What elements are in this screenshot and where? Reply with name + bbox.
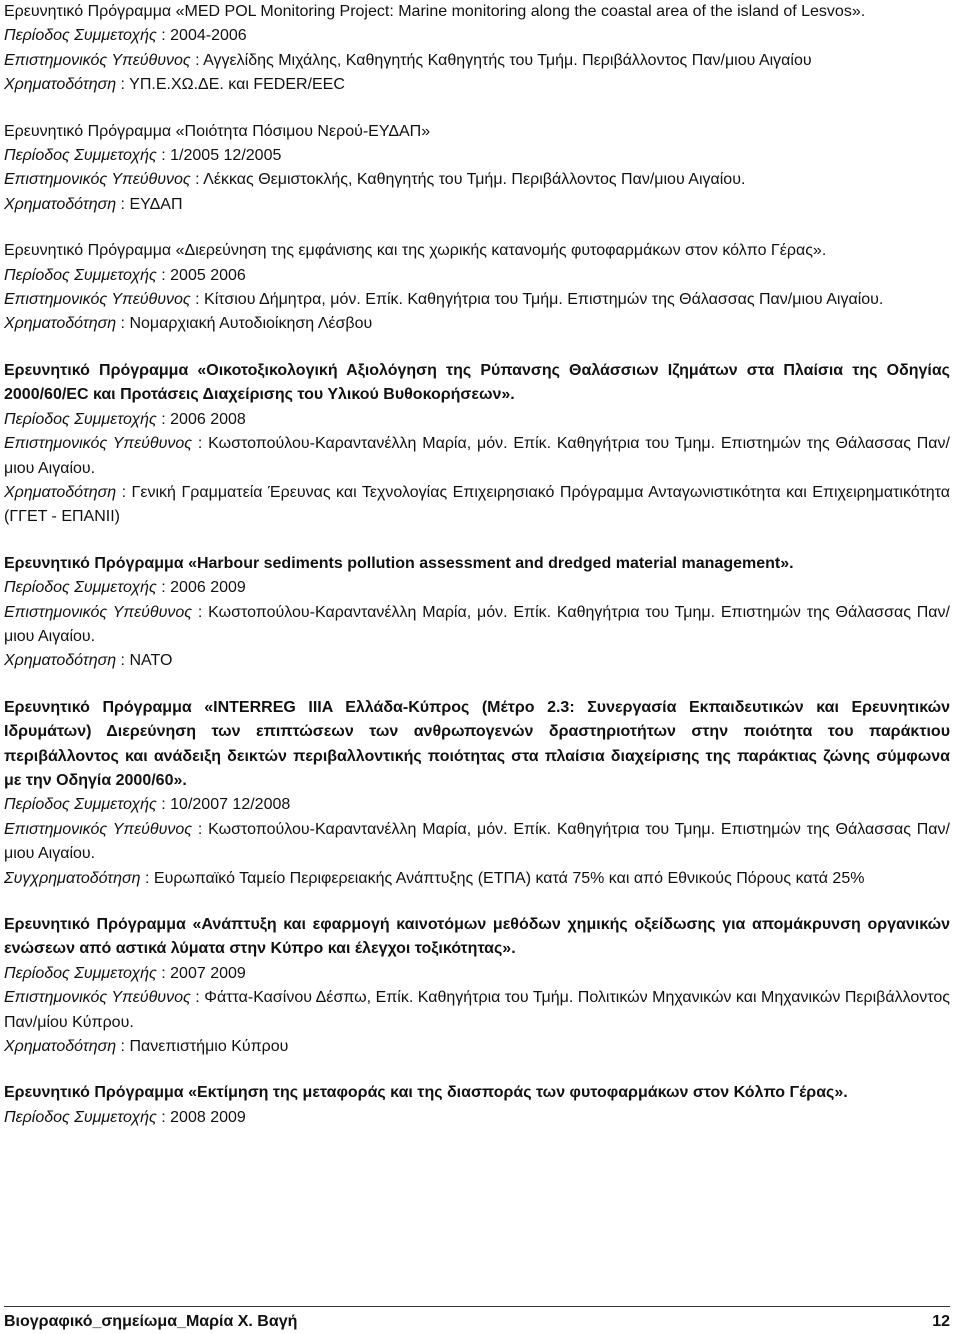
field-value: : Κωστοπούλου-Καραντανέλλη Μαρία, μόν. Επίκ. Καθηγήτρια του Τμημ. Επιστημών της Θάλασσας Παν/μιου Αιγαίου. (4, 820, 950, 863)
project-field (4, 73, 950, 97)
field-label: Περίοδος Συμμετοχής (4, 266, 157, 284)
field-value: : Γενική Γραμματεία Έρευνας και Τεχνολογίας Επιχειρησιακό Πρόγραμμα Ανταγωνιστικότητα και Επιχειρηματικότητα (ΓΓΕΤ - ΕΠΑΝΙΙ) (4, 483, 950, 526)
project-title: Ερευνητικό Πρόγραμμα «Διερεύνηση της εμφάνισης και της χωρικής κατανομής φυτοφαρμάκων στον κόλπο Γέρας». (4, 242, 827, 260)
field-value: : Νομαρχιακή Αυτοδιοίκηση Λέσβου (116, 315, 373, 333)
project-field (4, 432, 950, 481)
field-label: Επιστημονικός Υπεύθυνος (4, 291, 191, 309)
field-label: Χρηματοδότηση (4, 315, 117, 333)
project-field (4, 312, 950, 336)
field-label: Χρηματοδότηση (4, 195, 117, 213)
project-field (4, 1106, 950, 1130)
field-value: : Αγγελίδης Μιχάλης, Καθηγητής Καθηγητής του Τμήμ. Περιβάλλοντος Παν/μιου Αιγαίου (190, 51, 812, 69)
field-label: Χρηματοδότηση (4, 1038, 117, 1056)
project-title: Ερευνητικό Πρόγραμμα «Ποιότητα Πόσιμου Νερού-ΕΥΔΑΠ» (4, 122, 431, 140)
page-number: 12 (932, 1313, 950, 1330)
document-body (4, 0, 950, 1152)
project-entry (4, 239, 950, 337)
field-value: : 2006 2009 (156, 579, 246, 597)
project-field (4, 193, 950, 217)
project-title: Ερευνητικό Πρόγραμμα «MED POL Monitoring Project: Marine monitoring along the coastal area of the island of Lesvos». (4, 3, 866, 20)
project-field (4, 867, 950, 891)
field-label: Επιστημονικός Υπεύθυνος (4, 435, 193, 453)
field-label: Περίοδος Συμμετοχής (4, 579, 157, 597)
field-label: Επιστημονικός Υπεύθυνος (4, 51, 191, 69)
field-label: Χρηματοδότηση (4, 652, 117, 670)
project-field (4, 144, 950, 168)
project-title: Ερευνητικό Πρόγραμμα «Εκτίμηση της μεταφοράς και της διασποράς των φυτοφαρμάκων στον Κόλπο Γέρας». (4, 1084, 848, 1102)
project-entry (4, 359, 950, 530)
field-value: : NATO (116, 652, 173, 670)
project-field (4, 962, 950, 986)
field-value: : Πανεπιστήμιο Κύπρου (116, 1038, 289, 1056)
project-entry (4, 120, 950, 218)
field-value: : 2008 2009 (156, 1108, 246, 1126)
field-value: : 2005 2006 (156, 266, 246, 284)
field-label: Περίοδος Συμμετοχής (4, 147, 157, 165)
field-value: : 2007 2009 (156, 964, 246, 982)
field-value: : ΕΥΔΑΠ (116, 195, 183, 213)
field-label: Συγχρηματοδότηση (4, 869, 141, 887)
project-field (4, 1035, 950, 1059)
project-field (4, 793, 950, 817)
project-field (4, 408, 950, 432)
project-title: Ερευνητικό Πρόγραμμα «Οικοτοξικολογική Αξιολόγηση της Ρύπανσης Θαλάσσιων Ιζημάτων στα Πλαίσια της Οδηγίας 2000/60/EC και Προτάσεις Διαχείρισης του Υλικού Βυθοκορήσεων». (4, 361, 950, 404)
project-field (4, 24, 950, 48)
project-title: Ερευνητικό Πρόγραμμα «Harbour sediments pollution assessment and dredged material management». (4, 554, 794, 572)
field-value: : 10/2007 12/2008 (156, 796, 291, 814)
project-entry (4, 1081, 950, 1130)
field-value: : Κωστοπούλου-Καραντανέλλη Μαρία, μόν. Επίκ. Καθηγήτρια του Τμημ. Επιστημών της Θάλασσας Παν/μιου Αιγαίου. (4, 435, 950, 477)
field-label: Περίοδος Συμμετοχής (4, 964, 157, 982)
project-field (4, 49, 950, 73)
field-label: Επιστημονικός Υπεύθυνος (4, 171, 191, 189)
field-value: : Φάττα-Κασίνου Δέσπω, Επίκ. Καθηγήτρια του Τμήμ. Πολιτικών Μηχανικών και Μηχανικών Περιβάλλοντος Παν/μίου Κύπρου. (4, 989, 950, 1031)
field-value: : 2004-2006 (156, 27, 247, 45)
project-field (4, 649, 950, 673)
project-field (4, 601, 950, 650)
field-label: Περίοδος Συμμετοχής (4, 410, 157, 428)
field-label: Χρηματοδότηση (4, 76, 117, 94)
field-label: Περίοδος Συμμετοχής (4, 796, 157, 814)
page-footer (4, 1306, 950, 1331)
field-label: Περίοδος Συμμετοχής (4, 1108, 157, 1126)
field-value: : Λέκκας Θεμιστοκλής, Καθηγητής του Τμήμ. Περιβάλλοντος Παν/μιου Αιγαίου. (190, 171, 746, 189)
field-label: Επιστημονικός Υπεύθυνος (4, 603, 193, 621)
project-entry (4, 913, 950, 1059)
field-value: : 2006 2008 (156, 410, 246, 428)
project-field (4, 818, 950, 867)
field-label: Περίοδος Συμμετοχής (4, 27, 157, 45)
project-title: Ερευνητικό Πρόγραμμα «Ανάπτυξη και εφαρμογή καινοτόμων μεθόδων χημικής οξείδωσης για απομάκρυνση οργανικών ενώσεων από αστικά λύματα στην Κύπρο και έλεγχοι τοξικότητας». (4, 916, 950, 958)
field-value: : ΥΠ.Ε.ΧΩ.ΔΕ. και FEDER/EEC (116, 76, 345, 94)
project-field (4, 264, 950, 288)
field-value: : Ευρωπαϊκό Ταμείο Περιφερειακής Ανάπτυξης (ΕΤΠΑ) κατά 75% και από Εθνικούς Πόρους κατά 25% (140, 869, 865, 887)
project-entry (4, 696, 950, 891)
field-value: : Κωστοπούλου-Καραντανέλλη Μαρία, μόν. Επίκ. Καθηγήτρια του Τμημ. Επιστημών της Θάλασσας Παν/μιου Αιγαίου. (4, 603, 950, 645)
field-label: Επιστημονικός Υπεύθυνος (4, 820, 193, 838)
field-label: Επιστημονικός Υπεύθυνος (4, 989, 191, 1007)
field-value: : Κίτσιου Δήμητρα, μόν. Επίκ. Καθηγήτρια του Τμήμ. Επιστημών της Θάλασσας Παν/μιου Αιγαίου. (190, 291, 884, 309)
project-field (4, 481, 950, 530)
footer-title: Βιογραφικό_σημείωμα_Μαρία Χ. Βαγή (4, 1313, 298, 1330)
project-entry (4, 552, 950, 674)
project-field (4, 168, 950, 192)
project-field (4, 986, 950, 1035)
project-list (4, 0, 950, 1130)
project-title: Ερευνητικό Πρόγραμμα «INTERREG IIIA Ελλάδα-Κύπρος (Μέτρο 2.3: Συνεργασία Εκπαιδευτικών και Ερευνητικών Ιδρυμάτων) Διερεύνηση των επιπτώσεων των ανθρωπογενών δραστηριοτήτων στην ποιότητα του παράκτιου περιβάλλοντος και ανάδειξη δεικτών περιβαλλοντικής ποιότητας στα πλαίσια διαχείρισης της παράκτιας ζώνης σύμφωνα με την Οδηγία 2000/60». (4, 698, 950, 789)
field-label: Χρηματοδότηση (4, 483, 117, 501)
project-field (4, 288, 950, 312)
project-entry (4, 0, 950, 98)
project-field (4, 576, 950, 600)
field-value: : 1/2005 12/2005 (156, 147, 282, 165)
